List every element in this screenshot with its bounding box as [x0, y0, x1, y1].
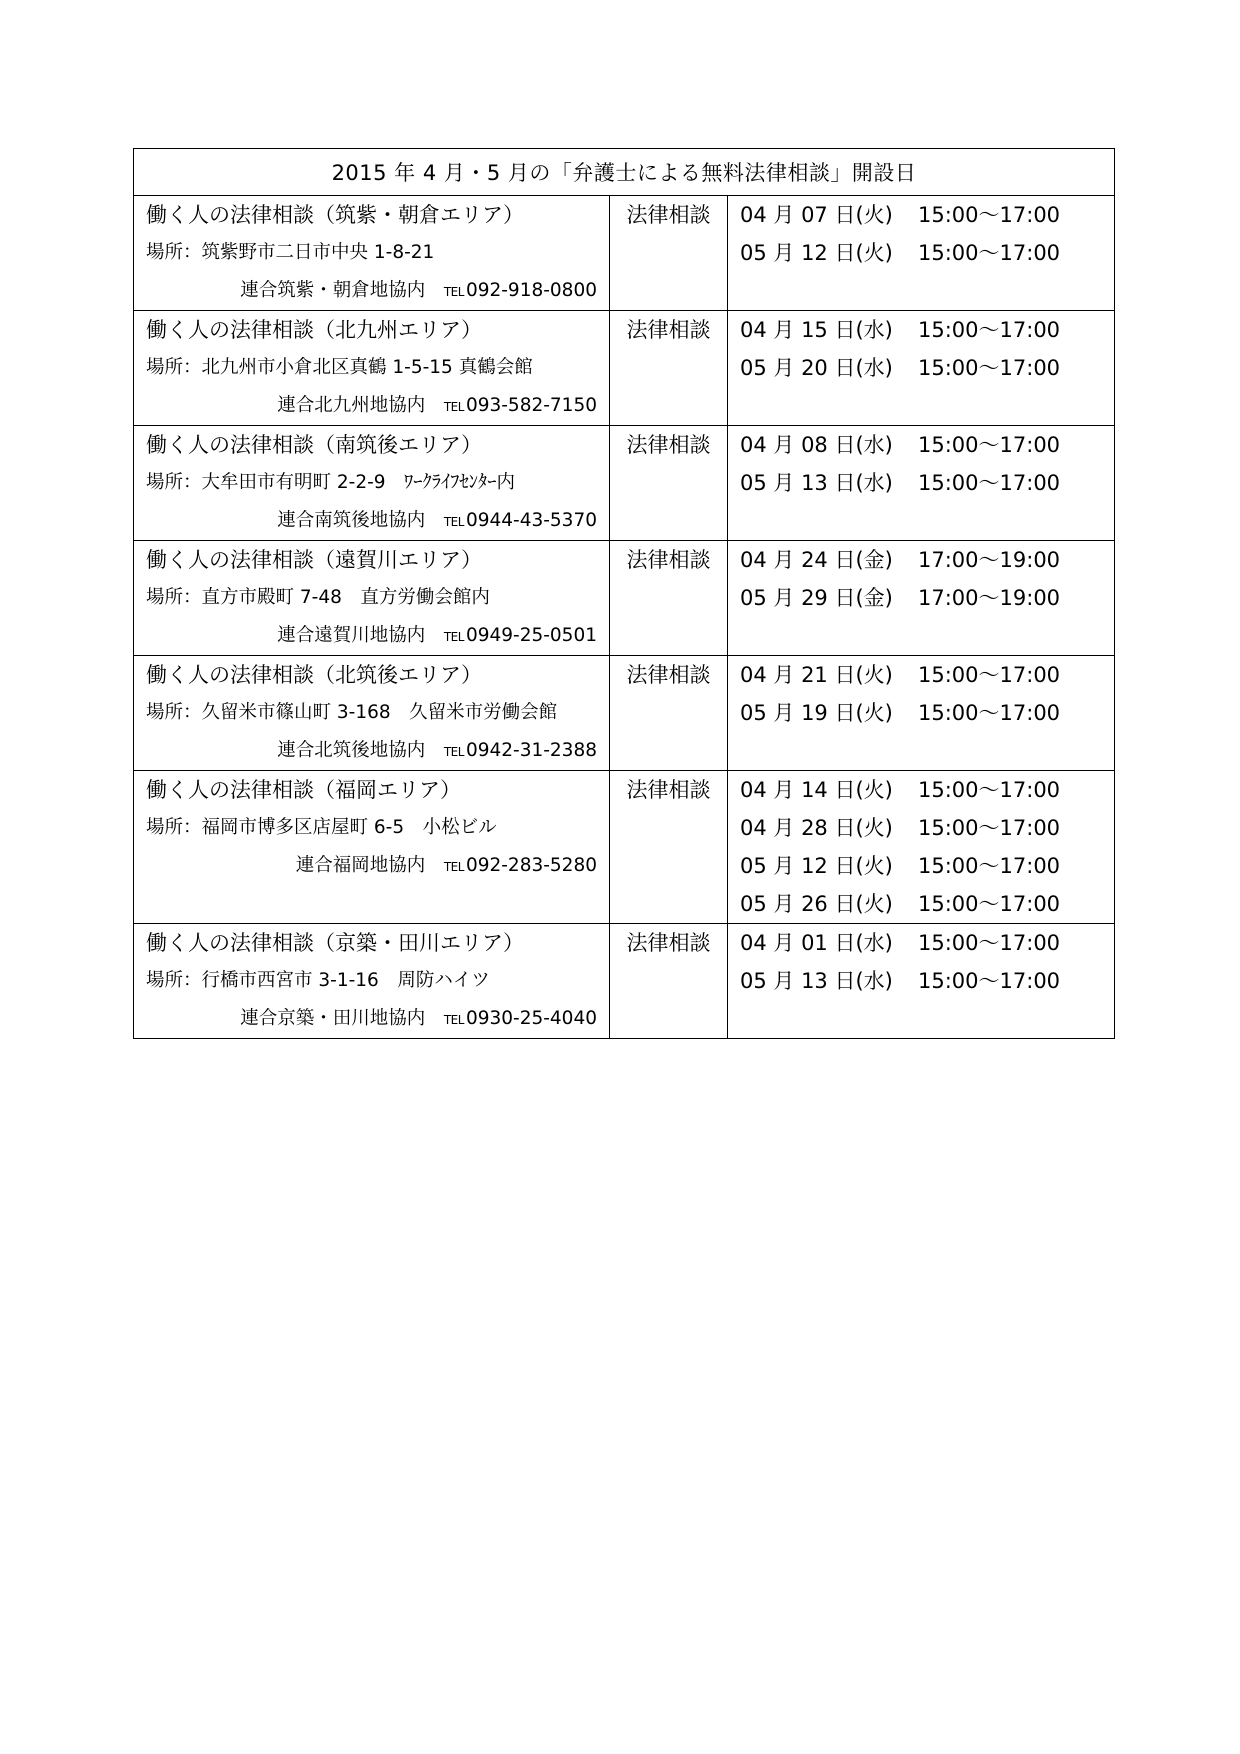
- area-name: 働く人の法律相談（遠賀川エリア）: [146, 548, 482, 572]
- area-info-cell: [134, 924, 610, 1039]
- consultation-type: 法律相談: [626, 433, 711, 457]
- schedule-time: 17:00〜19:00: [918, 586, 1061, 610]
- phone-number: 092-918-0800: [465, 280, 597, 301]
- schedule-time: 15:00〜17:00: [918, 892, 1061, 916]
- schedule-date: 04 月 24 日(金): [740, 548, 893, 572]
- phone-number: 092-283-5280: [465, 855, 597, 876]
- schedule-time: 17:00〜19:00: [918, 548, 1061, 572]
- area-row: [134, 426, 1115, 541]
- consultation-type: 法律相談: [626, 318, 711, 342]
- schedule-dates-cell: [728, 541, 1115, 656]
- schedule-date: 05 月 26 日(火): [740, 892, 893, 916]
- schedule-entry: [728, 656, 1114, 694]
- office-name: 連合南筑後地協内: [277, 510, 426, 531]
- tel-label: TEL: [443, 1013, 464, 1027]
- area-place: 場所：福岡市博多区店屋町 6-5 小松ビル: [146, 817, 497, 838]
- consultation-type-cell: [610, 426, 728, 541]
- consultation-type: 法律相談: [626, 548, 711, 572]
- phone-number: 093-582-7150: [465, 395, 597, 416]
- area-place: 場所：北九州市小倉北区真鶴 1-5-15 真鶴会館: [146, 357, 533, 378]
- area-name: 働く人の法律相談（北筑後エリア）: [146, 663, 482, 687]
- office-name: 連合北九州地協内: [277, 395, 426, 416]
- consultation-type: 法律相談: [626, 931, 711, 955]
- tel-label: TEL: [443, 630, 464, 644]
- schedule-date: 04 月 21 日(火): [740, 663, 893, 687]
- schedule-entry: [728, 962, 1114, 1000]
- title-row: [134, 149, 1115, 196]
- schedule-date: 05 月 12 日(火): [740, 241, 893, 265]
- schedule-date: 04 月 07 日(火): [740, 203, 893, 227]
- schedule-date: 04 月 14 日(火): [740, 778, 893, 802]
- area-place: 場所：行橋市西宮市 3-1-16 周防ハイツ: [146, 970, 490, 991]
- schedule-date: 05 月 29 日(金): [740, 586, 893, 610]
- schedule-time: 15:00〜17:00: [918, 969, 1061, 993]
- schedule-entry: [728, 579, 1114, 617]
- table-title: 2015 年 4 月・5 月の「弁護士による無料法律相談」開設日: [134, 149, 1115, 196]
- schedule-entry: [728, 311, 1114, 349]
- consultation-type: 法律相談: [626, 663, 711, 687]
- schedule-date: 05 月 20 日(水): [740, 356, 893, 380]
- area-row: [134, 656, 1115, 771]
- area-row: [134, 196, 1115, 311]
- schedule-entry: [728, 349, 1114, 387]
- schedule-date: 04 月 08 日(水): [740, 433, 893, 457]
- area-info-cell: [134, 771, 610, 924]
- schedule-time: 15:00〜17:00: [918, 433, 1061, 457]
- area-place: 場所：直方市殿町 7-48 直方労働会館内: [146, 587, 490, 608]
- area-contact: [134, 1000, 609, 1038]
- office-name: 連合福岡地協内: [295, 855, 426, 876]
- schedule-entry: [728, 464, 1114, 502]
- area-contact: [134, 847, 609, 885]
- schedule-entry: [728, 771, 1114, 809]
- area-info-cell: [134, 311, 610, 426]
- consultation-type-cell: [610, 196, 728, 311]
- tel-label: TEL: [443, 745, 464, 759]
- schedule-entry: [728, 234, 1114, 272]
- area-place: 場所：大牟田市有明町 2-2-9 ﾜｰｸﾗｲﾌｾﾝﾀｰ内: [146, 472, 516, 493]
- schedule-date: 04 月 28 日(火): [740, 816, 893, 840]
- schedule-time: 15:00〜17:00: [918, 854, 1061, 878]
- tel-label: TEL: [443, 515, 464, 529]
- area-place: 場所：筑紫野市二日市中央 1-8-21: [146, 242, 435, 263]
- schedule-time: 15:00〜17:00: [918, 701, 1061, 725]
- office-name: 連合筑紫・朝倉地協内: [240, 280, 426, 301]
- schedule-time: 15:00〜17:00: [918, 816, 1061, 840]
- area-contact: [134, 272, 609, 310]
- area-contact: [134, 732, 609, 770]
- tel-label: TEL: [443, 400, 464, 414]
- schedule-dates-cell: [728, 924, 1115, 1039]
- phone-number: 0930-25-4040: [465, 1008, 597, 1029]
- schedule-time: 15:00〜17:00: [918, 471, 1061, 495]
- area-info-cell: [134, 541, 610, 656]
- schedule-date: 04 月 01 日(水): [740, 931, 893, 955]
- consultation-schedule-table: [133, 148, 1115, 1039]
- schedule-date: 04 月 15 日(水): [740, 318, 893, 342]
- office-name: 連合京築・田川地協内: [240, 1008, 426, 1029]
- area-info-cell: [134, 196, 610, 311]
- schedule-time: 15:00〜17:00: [918, 663, 1061, 687]
- office-name: 連合北筑後地協内: [277, 740, 426, 761]
- schedule-entry: [728, 426, 1114, 464]
- schedule-time: 15:00〜17:00: [918, 778, 1061, 802]
- area-row: [134, 924, 1115, 1039]
- schedule-dates-cell: [728, 196, 1115, 311]
- schedule-entry: [728, 809, 1114, 847]
- phone-number: 0942-31-2388: [465, 740, 597, 761]
- area-info-cell: [134, 426, 610, 541]
- area-contact: [134, 502, 609, 540]
- consultation-type: 法律相談: [626, 203, 711, 227]
- schedule-date: 05 月 19 日(火): [740, 701, 893, 725]
- area-info-cell: [134, 656, 610, 771]
- phone-number: 0949-25-0501: [465, 625, 597, 646]
- schedule-entry: [728, 694, 1114, 732]
- area-row: [134, 541, 1115, 656]
- schedule-dates-cell: [728, 426, 1115, 541]
- consultation-type: 法律相談: [626, 778, 711, 802]
- consultation-type-cell: [610, 771, 728, 924]
- schedule-dates-cell: [728, 771, 1115, 924]
- schedule-date: 05 月 13 日(水): [740, 969, 893, 993]
- tel-label: TEL: [443, 860, 464, 874]
- area-row: [134, 311, 1115, 426]
- consultation-type-cell: [610, 656, 728, 771]
- schedule-entry: [728, 885, 1114, 923]
- area-name: 働く人の法律相談（京築・田川エリア）: [146, 931, 524, 955]
- schedule-entry: [728, 847, 1114, 885]
- schedule-time: 15:00〜17:00: [918, 241, 1061, 265]
- area-row: [134, 771, 1115, 924]
- area-name: 働く人の法律相談（福岡エリア）: [146, 778, 461, 802]
- area-name: 働く人の法律相談（南筑後エリア）: [146, 433, 482, 457]
- office-name: 連合遠賀川地協内: [277, 625, 426, 646]
- schedule-time: 15:00〜17:00: [918, 356, 1061, 380]
- schedule-dates-cell: [728, 311, 1115, 426]
- area-contact: [134, 387, 609, 425]
- area-contact: [134, 617, 609, 655]
- schedule-dates-cell: [728, 656, 1115, 771]
- schedule-time: 15:00〜17:00: [918, 931, 1061, 955]
- area-name: 働く人の法律相談（筑紫・朝倉エリア）: [146, 203, 524, 227]
- area-place: 場所：久留米市篠山町 3-168 久留米市労働会館: [146, 702, 558, 723]
- schedule-entry: [728, 924, 1114, 962]
- consultation-type-cell: [610, 924, 728, 1039]
- schedule-time: 15:00〜17:00: [918, 203, 1061, 227]
- schedule-time: 15:00〜17:00: [918, 318, 1061, 342]
- schedule-date: 05 月 12 日(火): [740, 854, 893, 878]
- schedule-entry: [728, 541, 1114, 579]
- consultation-type-cell: [610, 541, 728, 656]
- phone-number: 0944-43-5370: [465, 510, 597, 531]
- schedule-date: 05 月 13 日(水): [740, 471, 893, 495]
- tel-label: TEL: [443, 285, 464, 299]
- consultation-type-cell: [610, 311, 728, 426]
- schedule-entry: [728, 196, 1114, 234]
- area-name: 働く人の法律相談（北九州エリア）: [146, 318, 482, 342]
